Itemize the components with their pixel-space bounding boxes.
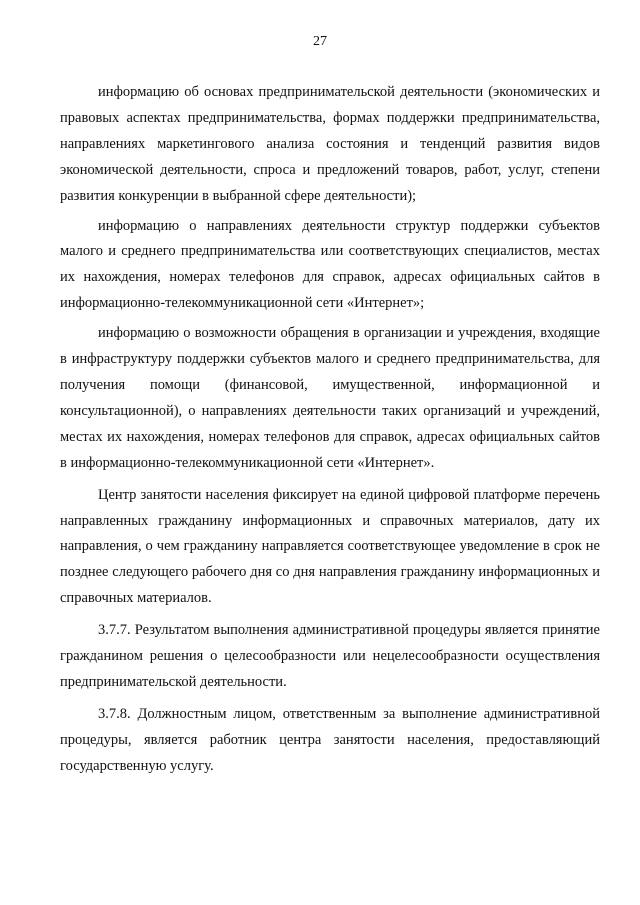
paragraph-employment-center-records: Центр занятости населения фиксирует на единой цифровой платформе перечень направленных гражданину информационных и справочных материалов, дату их направления, о чем гражданину направляется соответствующее уведомление в срок не позднее следующего рабочего дня со дня направления гражданину информационных и справочных материалов. <box>60 486 600 607</box>
document-body <box>60 80 600 784</box>
paragraph-procedure-result: 3.7.7. Результатом выполнения административной процедуры является принятие гражданином решения о целесообразности или нецелесообразности осуществления предпринимательской деятельности. <box>60 622 600 690</box>
paragraph-business-basics: информацию об основах предпринимательской деятельности (экономических и правовых аспектах предпринимательства, формах поддержки предпринимательства, направлениях маркетингового анализа состояния и тенденций развития видов экономической деятельности, спроса и предложений товаров, работ, услуг, степени развития конкуренции в выбранной сфере деятельности); <box>60 84 600 204</box>
paragraph-support-structures: информацию о направлениях деятельности структур поддержки субъектов малого и среднего предпринимательства или соответствующих специалистов, местах их нахождения, номерах телефонов для справок, адресах официальных сайтов в информационно-телекоммуникационной сети «Интернет»; <box>60 217 600 312</box>
page-number: 27 <box>313 34 327 49</box>
paragraph-infrastructure-organizations: информацию о возможности обращения в организации и учреждения, входящие в инфраструктуру поддержки субъектов малого и среднего предпринимательства, для получения помощи (финансовой, имущественной, информационной и консультационной), о направлениях деятельности таких организаций и учреждений, местах их нахождения, номерах телефонов для справок, адресах официальных сайтов в информационно-телекоммуникационной сети «Интернет». <box>60 325 600 471</box>
paragraph-responsible-official: 3.7.8. Должностным лицом, ответственным за выполнение административной процедуры, является работник центра занятости населения, предоставляющий государственную услугу. <box>60 705 600 774</box>
